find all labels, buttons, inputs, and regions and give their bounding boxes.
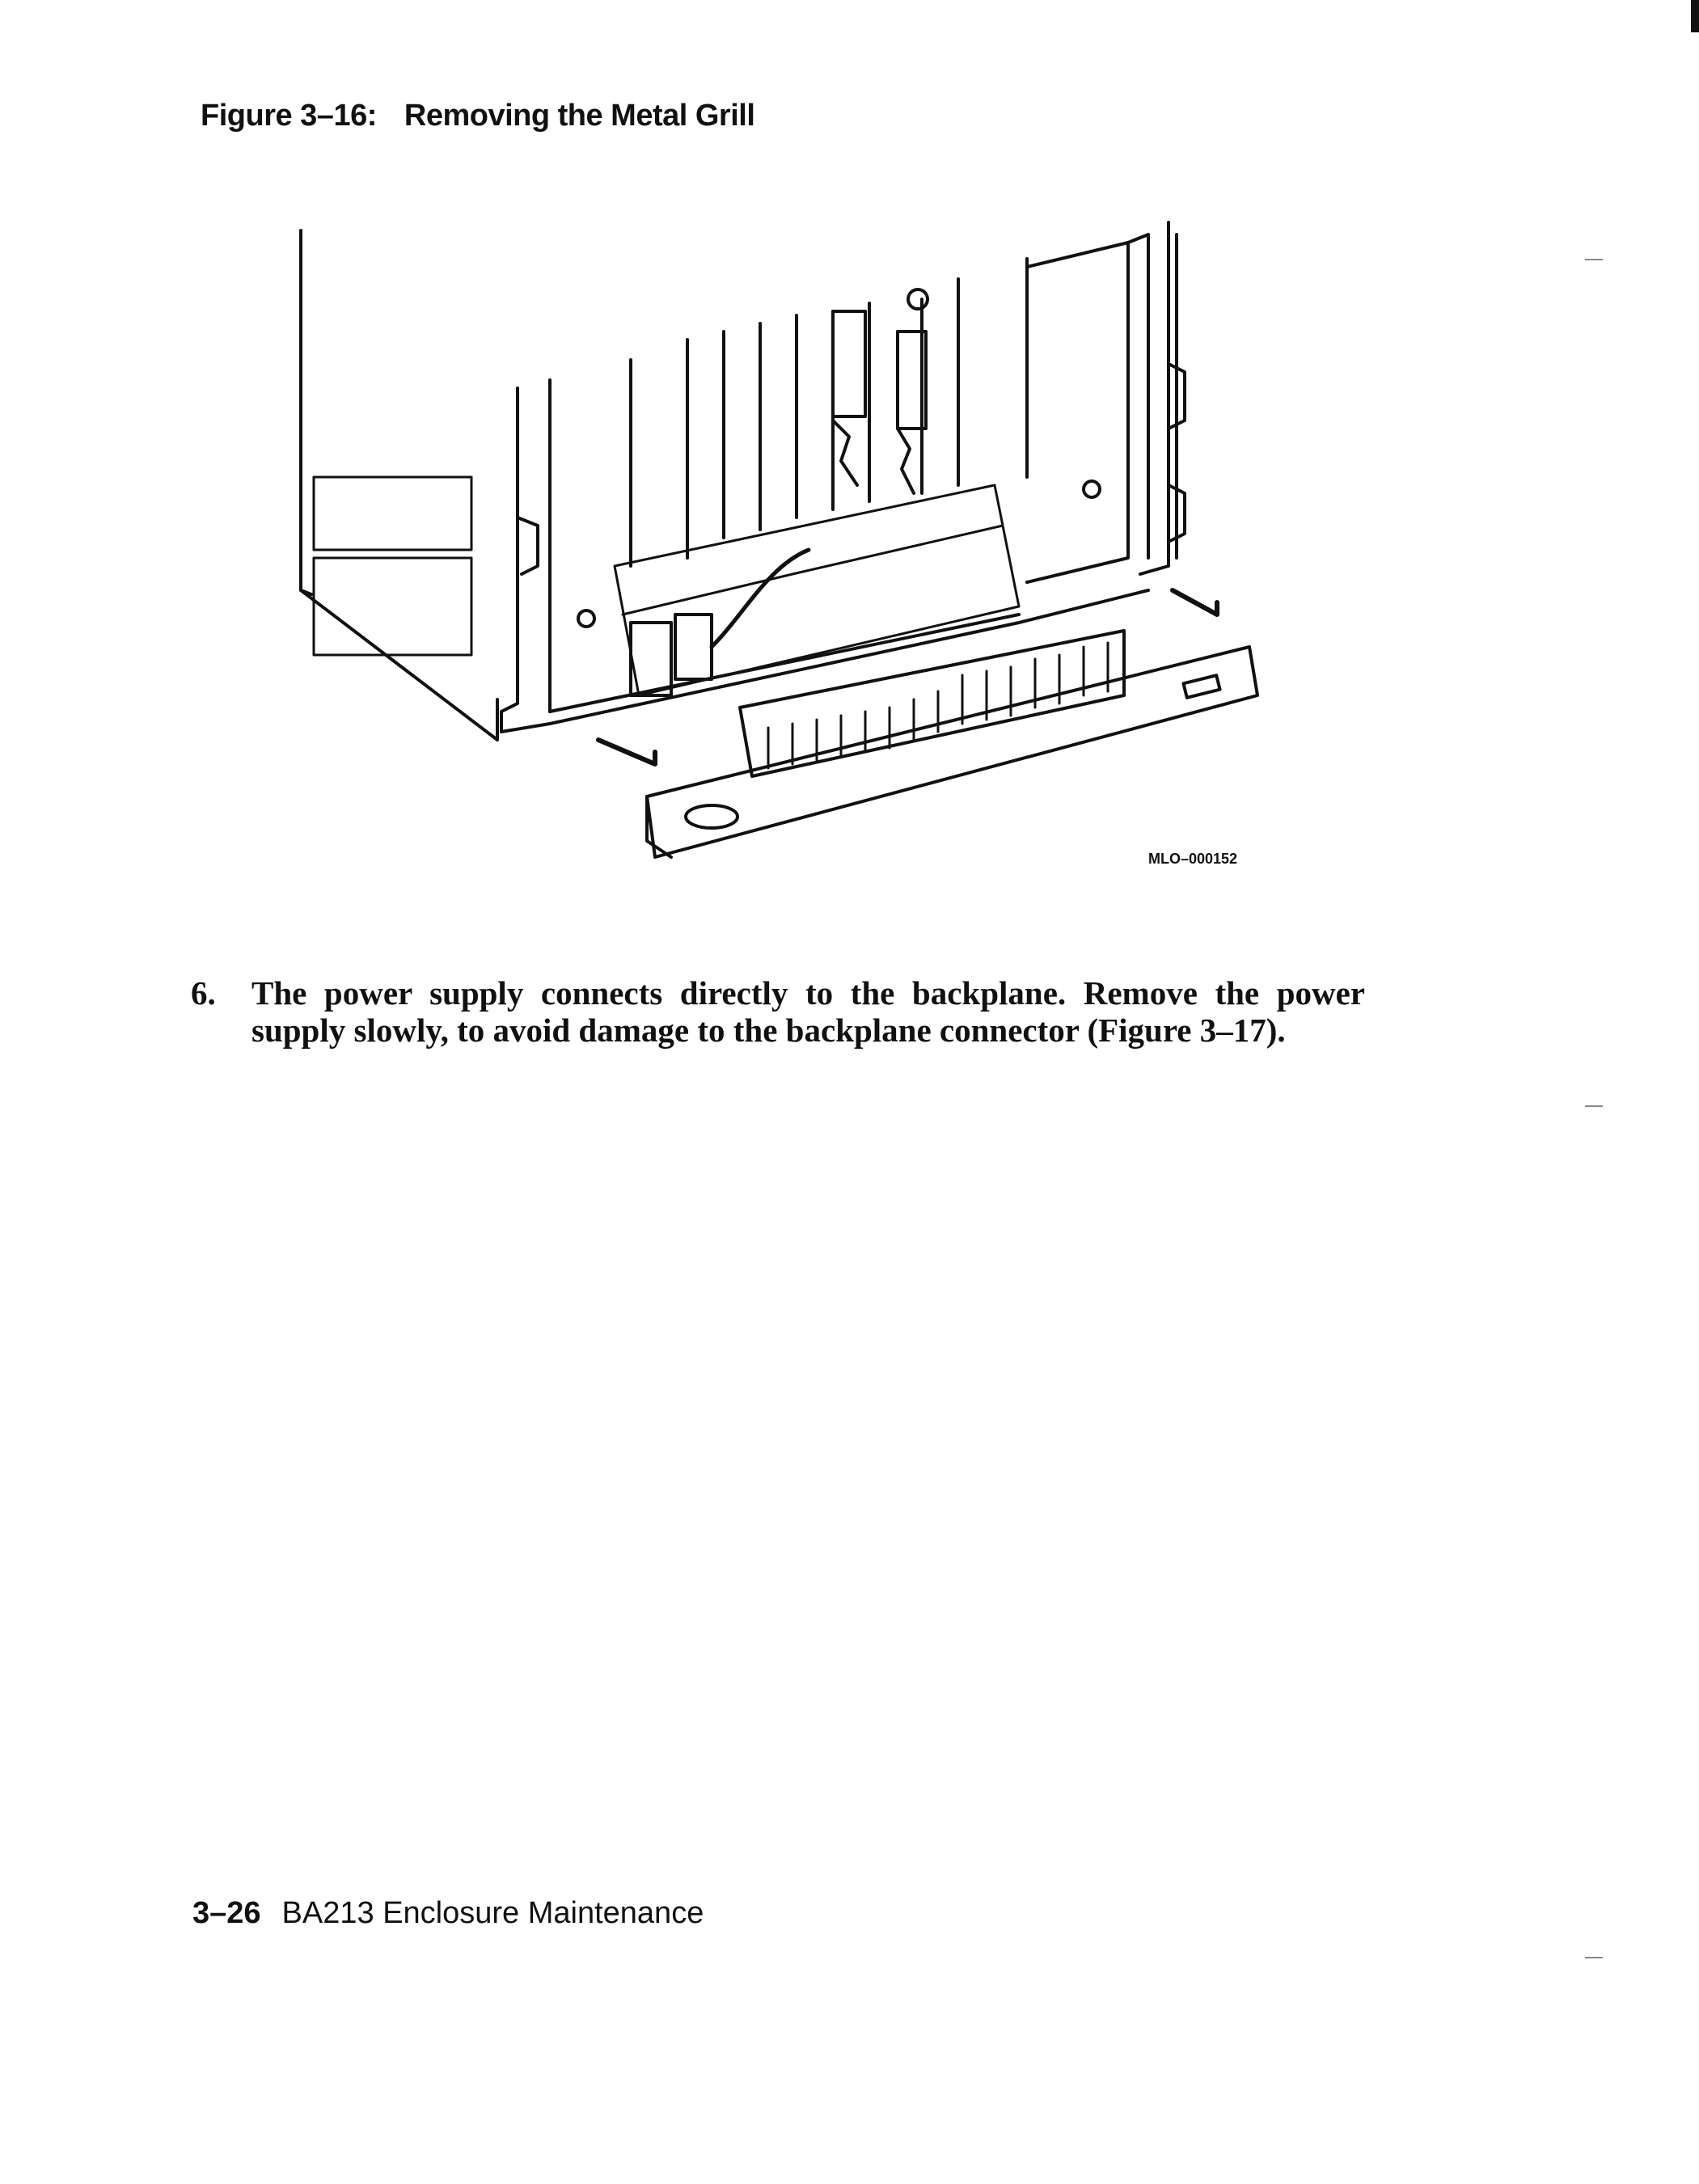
scan-edge-mark: [1691, 0, 1699, 32]
figure-title: Removing the Metal Grill: [404, 99, 755, 133]
figure-number: Figure 3–16:: [201, 99, 377, 133]
scan-tick: [1585, 259, 1603, 260]
step-number: 6.: [191, 974, 216, 1012]
art-id-label: MLO–000152: [1148, 851, 1238, 867]
side-vent: [314, 477, 471, 655]
page-footer: [192, 1896, 704, 1931]
step-text: The power supply connects directly to the backplane. Remove the power supply slowly, to avoid damage to the backplane connector (Figure 3–17).: [251, 974, 1365, 1049]
metal-grill: [647, 631, 1257, 857]
section-title: BA213 Enclosure Maintenance: [281, 1896, 704, 1930]
enclosure-illustration: [0, 0, 1699, 889]
page-number: 3–26: [192, 1896, 261, 1930]
scan-tick: [1585, 1105, 1603, 1107]
scan-tick: [1585, 1957, 1603, 1958]
